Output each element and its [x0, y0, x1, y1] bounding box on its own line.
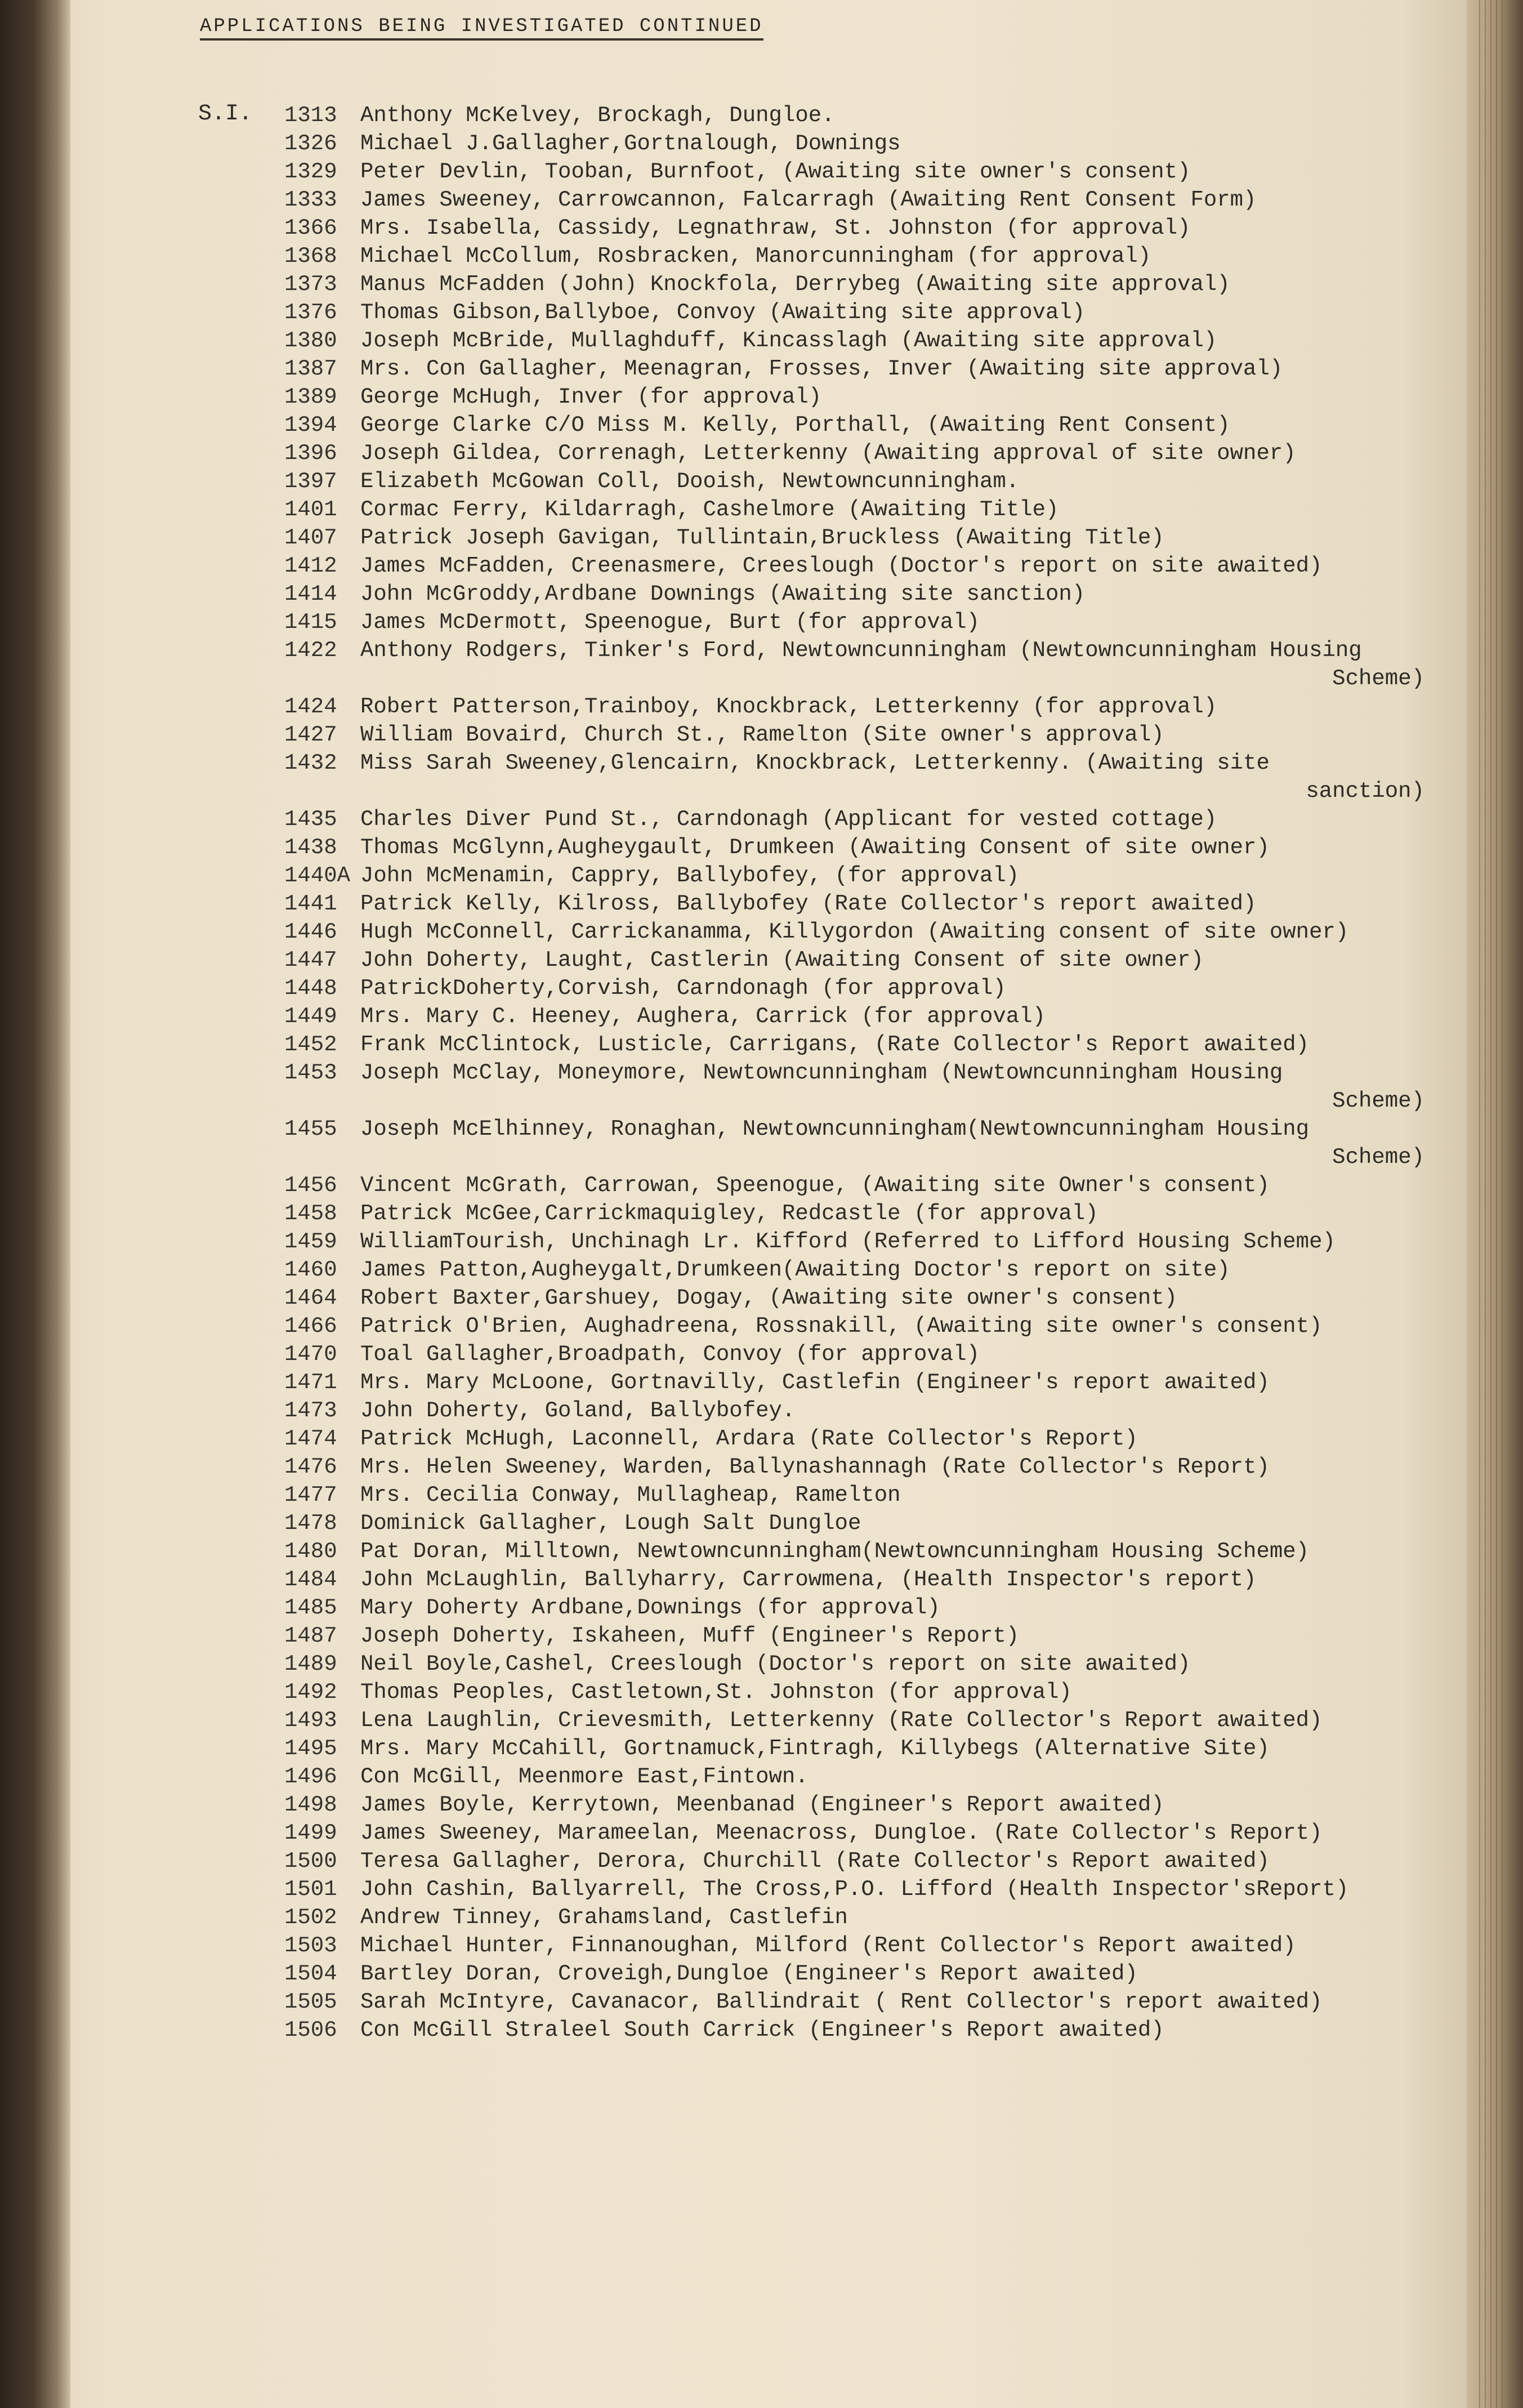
list-item: [284, 1932, 1444, 1960]
application-number: 1415: [284, 610, 337, 635]
application-number: 1333: [284, 188, 337, 212]
application-text: James McDermott, Speenogue, Burt (for approval): [360, 610, 980, 635]
application-number: 1368: [284, 244, 337, 269]
application-details: [360, 1397, 1424, 1425]
application-number: 1441: [284, 891, 337, 916]
application-number: 1458: [284, 1201, 337, 1226]
application-text: Robert Baxter,Garshuey, Dogay, (Awaiting site owner's consent): [360, 1286, 1178, 1310]
application-details: [360, 1425, 1424, 1453]
application-text-continuation: Scheme): [1332, 666, 1424, 691]
list-item: [284, 1791, 1444, 1819]
application-text: Patrick O'Brien, Aughadreena, Rossnakill, (Awaiting site owner's consent): [360, 1314, 1323, 1339]
application-text: Vincent McGrath, Carrowan, Speenogue, (Awaiting site Owner's consent): [360, 1173, 1270, 1198]
application-number: 1455: [284, 1117, 337, 1141]
application-number: 1487: [284, 1624, 337, 1648]
list-item: [284, 1734, 1444, 1763]
application-number: 1456: [284, 1173, 337, 1198]
application-number: 1446: [284, 920, 337, 944]
application-number: 1397: [284, 469, 337, 494]
application-text: Thomas McGlynn,Augheygault, Drumkeen (Awaiting Consent of site owner): [360, 835, 1270, 860]
list-item: [284, 1875, 1444, 1903]
list-item: [284, 1819, 1444, 1847]
application-number: 1329: [284, 159, 337, 184]
list-item: [284, 496, 1444, 524]
application-details: [360, 1678, 1424, 1706]
applications-list: [284, 101, 1444, 2044]
application-details: [360, 862, 1424, 890]
application-number: 1498: [284, 1792, 337, 1817]
list-item: [284, 355, 1444, 383]
application-text: Mrs. Mary C. Heeney, Aughera, Carrick (for approval): [360, 1004, 1046, 1029]
application-number: 1401: [284, 497, 337, 522]
list-item: [284, 1284, 1444, 1312]
application-text: James Boyle, Kerrytown, Meenbanad (Engineer's Report awaited): [360, 1792, 1164, 1817]
application-text: Anthony Rodgers, Tinker's Ford, Newtowncunningham (Newtowncunningham Housing: [360, 638, 1362, 663]
list-item: [284, 1425, 1444, 1453]
application-text: James Sweeney, Carrowcannon, Falcarragh (Awaiting Rent Consent Form): [360, 188, 1257, 212]
application-number: 1380: [284, 328, 337, 353]
application-text: Mrs. Cecilia Conway, Mullagheap, Ramelton: [360, 1483, 901, 1508]
list-item: [284, 608, 1444, 636]
list-item: [284, 1481, 1444, 1509]
application-text: Robert Patterson,Trainboy, Knockbrack, Letterkenny (for approval): [360, 694, 1217, 719]
application-number: 1414: [284, 582, 337, 607]
application-text: Andrew Tinney, Grahamsland, Castlefin: [360, 1905, 848, 1930]
list-item: [284, 158, 1444, 186]
application-number: 1432: [284, 751, 337, 775]
application-text: John Doherty, Laught, Castlerin (Awaiting Consent of site owner): [360, 948, 1204, 973]
application-details: [360, 439, 1424, 467]
application-text: James Sweeney, Marameelan, Meenacross, Dungloe. (Rate Collector's Report): [360, 1821, 1323, 1845]
application-text: Lena Laughlin, Crievesmith, Letterkenny (Rate Collector's Report awaited): [360, 1708, 1323, 1733]
list-item: [284, 1397, 1444, 1425]
list-item: [284, 1537, 1444, 1566]
list-item: [284, 1566, 1444, 1594]
application-text-continuation: Scheme): [1332, 1145, 1424, 1170]
application-number: 1427: [284, 723, 337, 747]
application-text: Michael Hunter, Finnanoughan, Milford (Rent Collector's Report awaited): [360, 1933, 1296, 1958]
application-number: 1326: [284, 131, 337, 156]
list-item: [284, 580, 1444, 608]
application-details: [360, 186, 1424, 214]
application-text: Con McGill, Meenmore East,Fintown.: [360, 1764, 809, 1789]
application-details: [360, 1875, 1424, 1903]
list-item: [284, 1171, 1444, 1199]
application-number: 1496: [284, 1764, 337, 1789]
application-number: 1448: [284, 976, 337, 1001]
list-item: [284, 524, 1444, 552]
application-details: [360, 1791, 1424, 1819]
list-item: [284, 805, 1444, 833]
application-number: 1477: [284, 1483, 337, 1508]
application-number: 1424: [284, 694, 337, 719]
application-details: [360, 890, 1424, 918]
application-details: [360, 1594, 1424, 1622]
application-details: [360, 1988, 1424, 2016]
application-details: [360, 242, 1424, 270]
list-item: [284, 1031, 1444, 1059]
application-text: William Bovaird, Church St., Ramelton (Site owner's approval): [360, 723, 1164, 747]
list-item: [284, 101, 1444, 130]
application-details: [360, 721, 1424, 749]
application-number: 1470: [284, 1342, 337, 1367]
application-number: 1464: [284, 1286, 337, 1310]
list-item: [284, 130, 1444, 158]
application-text: Peter Devlin, Tooban, Burnfoot, (Awaiting site owner's consent): [360, 159, 1191, 184]
application-details: [360, 1368, 1424, 1397]
application-details: [360, 918, 1424, 946]
application-details: [360, 580, 1424, 608]
application-details: [360, 552, 1424, 580]
application-number: 1478: [284, 1511, 337, 1536]
application-details: [360, 1284, 1424, 1312]
list-item: [284, 1368, 1444, 1397]
application-number: 1506: [284, 2018, 337, 2043]
application-text: Manus McFadden (John) Knockfola, Derrybeg (Awaiting site approval): [360, 272, 1230, 297]
application-text: Thomas Peoples, Castletown,St. Johnston (for approval): [360, 1680, 1072, 1705]
list-item: [284, 833, 1444, 862]
application-number: 1396: [284, 441, 337, 466]
application-details: [360, 1453, 1424, 1481]
application-details: [360, 1819, 1424, 1847]
application-details: [360, 1340, 1424, 1368]
application-text: Cormac Ferry, Kildarragh, Cashelmore (Awaiting Title): [360, 497, 1059, 522]
application-text: Mrs. Mary McCahill, Gortnamuck,Fintragh, Killybegs (Alternative Site): [360, 1736, 1270, 1761]
application-text: James Patton,Augheygalt,Drumkeen(Awaiting Doctor's report on site): [360, 1257, 1230, 1282]
application-details: [360, 298, 1424, 327]
application-details: [360, 130, 1424, 158]
application-number: 1501: [284, 1877, 337, 1902]
application-number: 1313: [284, 103, 337, 128]
application-number: 1452: [284, 1032, 337, 1057]
application-details: [360, 974, 1424, 1002]
application-text: Miss Sarah Sweeney,Glencairn, Knockbrack, Letterkenny. (Awaiting site: [360, 751, 1270, 775]
application-details: [360, 1059, 1424, 1115]
application-number: 1473: [284, 1398, 337, 1423]
application-number: 1474: [284, 1426, 337, 1451]
list-item: [284, 298, 1444, 327]
application-details: [360, 1932, 1424, 1960]
reference-prefix: S.I.: [198, 101, 253, 127]
list-item: [284, 1228, 1444, 1256]
list-item: [284, 693, 1444, 721]
application-text: John McGroddy,Ardbane Downings (Awaiting site sanction): [360, 582, 1086, 607]
application-details: [360, 1650, 1424, 1678]
application-number: 1500: [284, 1849, 337, 1874]
list-item: [284, 2016, 1444, 2044]
list-item: [284, 439, 1444, 467]
list-item: [284, 186, 1444, 214]
list-item: [284, 890, 1444, 918]
application-details: [360, 1481, 1424, 1509]
application-number: 1484: [284, 1567, 337, 1592]
list-item: [284, 1650, 1444, 1678]
list-item: [284, 1059, 1444, 1115]
application-text: Charles Diver Pund St., Carndonagh (Applicant for vested cottage): [360, 807, 1217, 832]
application-number: 1447: [284, 948, 337, 973]
list-item: [284, 214, 1444, 242]
list-item: [284, 1847, 1444, 1875]
list-item: [284, 946, 1444, 974]
application-details: [360, 1706, 1424, 1734]
application-text: Mrs. Helen Sweeney, Warden, Ballynashannagh (Rate Collector's Report): [360, 1455, 1270, 1479]
application-number: 1449: [284, 1004, 337, 1029]
application-text: Patrick Kelly, Kilross, Ballybofey (Rate Collector's report awaited): [360, 891, 1257, 916]
application-details: [360, 1960, 1424, 1988]
application-details: [360, 158, 1424, 186]
application-details: [360, 749, 1424, 805]
application-text: Sarah McIntyre, Cavanacor, Ballindrait ( Rent Collector's report awaited): [360, 1990, 1323, 2014]
book-binding-edge: [1467, 0, 1523, 2408]
application-text: Joseph McClay, Moneymore, Newtowncunningham (Newtowncunningham Housing: [360, 1060, 1283, 1085]
list-item: [284, 918, 1444, 946]
list-item: [284, 1453, 1444, 1481]
application-details: [360, 1566, 1424, 1594]
application-number: 1495: [284, 1736, 337, 1761]
list-item: [284, 721, 1444, 749]
list-item: [284, 1256, 1444, 1284]
application-details: [360, 1002, 1424, 1031]
application-text: Elizabeth McGowan Coll, Dooish, Newtowncunningham.: [360, 469, 1020, 494]
list-item: [284, 1340, 1444, 1368]
application-number: 1387: [284, 356, 337, 381]
application-number: 1499: [284, 1821, 337, 1845]
list-item: [284, 1002, 1444, 1031]
list-item: [284, 1763, 1444, 1791]
application-details: [360, 524, 1424, 552]
application-details: [360, 1115, 1424, 1171]
application-text: John McLaughlin, Ballyharry, Carrowmena, (Health Inspector's report): [360, 1567, 1257, 1592]
list-item: [284, 974, 1444, 1002]
application-number: 1460: [284, 1257, 337, 1282]
application-text: Bartley Doran, Croveigh,Dungloe (Engineer's Report awaited): [360, 1961, 1138, 1986]
list-item: [284, 270, 1444, 298]
application-details: [360, 214, 1424, 242]
application-text: Joseph McElhinney, Ronaghan, Newtowncunningham(Newtowncunningham Housing: [360, 1117, 1310, 1141]
application-number: 1471: [284, 1370, 337, 1395]
application-number: 1394: [284, 413, 337, 438]
application-text: Michael McCollum, Rosbracken, Manorcunningham (for approval): [360, 244, 1151, 269]
application-text: Michael J.Gallagher,Gortnalough, Downings: [360, 131, 901, 156]
application-details: [360, 383, 1424, 411]
application-number: 1407: [284, 525, 337, 550]
book-gutter: [0, 0, 70, 2408]
page-heading: APPLICATIONS BEING INVESTIGATED CONTINUED: [200, 16, 763, 41]
list-item: [284, 749, 1444, 805]
application-details: [360, 1847, 1424, 1875]
list-item: [284, 383, 1444, 411]
application-number: 1476: [284, 1455, 337, 1479]
application-details: [360, 1171, 1424, 1199]
application-details: [360, 608, 1424, 636]
application-text: John Doherty, Goland, Ballybofey.: [360, 1398, 796, 1423]
application-number: 1440A: [284, 863, 351, 888]
list-item: [284, 1115, 1444, 1171]
application-number: 1459: [284, 1229, 337, 1254]
application-text: Joseph Gildea, Correnagh, Letterkenny (Awaiting approval of site owner): [360, 441, 1296, 466]
list-item: [284, 1199, 1444, 1228]
application-text: John Cashin, Ballyarrell, The Cross,P.O. Lifford (Health Inspector'sReport): [360, 1877, 1349, 1902]
list-item: [284, 552, 1444, 580]
application-number: 1505: [284, 1990, 337, 2014]
application-details: [360, 467, 1424, 496]
list-item: [284, 327, 1444, 355]
application-details: [360, 1763, 1424, 1791]
application-number: 1466: [284, 1314, 337, 1339]
list-item: [284, 1678, 1444, 1706]
application-details: [360, 1312, 1424, 1340]
application-details: [360, 946, 1424, 974]
application-number: 1373: [284, 272, 337, 297]
application-details: [360, 496, 1424, 524]
application-details: [360, 1199, 1424, 1228]
list-item: [284, 411, 1444, 439]
application-text: Patrick McGee,Carrickmaquigley, Redcastle (for approval): [360, 1201, 1098, 1226]
application-text: Patrick McHugh, Laconnell, Ardara (Rate Collector's Report): [360, 1426, 1138, 1451]
application-details: [360, 1622, 1424, 1650]
application-text: Neil Boyle,Cashel, Creeslough (Doctor's report on site awaited): [360, 1652, 1191, 1676]
application-details: [360, 1734, 1424, 1763]
application-text: Thomas Gibson,Ballyboe, Convoy (Awaiting site approval): [360, 300, 1086, 325]
application-text: George Clarke C/O Miss M. Kelly, Porthall, (Awaiting Rent Consent): [360, 413, 1230, 438]
application-number: 1376: [284, 300, 337, 325]
list-item: [284, 1622, 1444, 1650]
application-text: George McHugh, Inver (for approval): [360, 385, 822, 409]
application-details: [360, 1256, 1424, 1284]
application-text-continuation: sanction): [1306, 779, 1424, 804]
application-details: [360, 327, 1424, 355]
list-item: [284, 1988, 1444, 2016]
application-text: Teresa Gallagher, Derora, Churchill (Rate Collector's Report awaited): [360, 1849, 1270, 1874]
application-text: Pat Doran, Milltown, Newtowncunningham(Newtowncunningham Housing Scheme): [360, 1539, 1310, 1564]
list-item: [284, 1312, 1444, 1340]
application-text: James McFadden, Creenasmere, Creeslough (Doctor's report on site awaited): [360, 554, 1323, 578]
application-number: 1438: [284, 835, 337, 860]
application-text: Frank McClintock, Lusticle, Carrigans, (Rate Collector's Report awaited): [360, 1032, 1310, 1057]
application-text: Dominick Gallagher, Lough Salt Dungloe: [360, 1511, 861, 1536]
application-number: 1485: [284, 1595, 337, 1620]
application-text-continuation: Scheme): [1332, 1089, 1424, 1113]
application-number: 1366: [284, 216, 337, 240]
application-details: [360, 636, 1424, 693]
application-number: 1422: [284, 638, 337, 663]
application-number: 1480: [284, 1539, 337, 1564]
application-text: John McMenamin, Cappry, Ballybofey, (for approval): [360, 863, 1020, 888]
application-details: [360, 2016, 1424, 2044]
application-details: [360, 1509, 1424, 1537]
application-details: [360, 1031, 1424, 1059]
application-number: 1502: [284, 1905, 337, 1930]
application-details: [360, 1537, 1424, 1566]
page-edges: [1479, 0, 1507, 2408]
application-text: Mary Doherty Ardbane,Downings (for approval): [360, 1595, 940, 1620]
application-number: 1412: [284, 554, 337, 578]
application-text: Mrs. Con Gallagher, Meenagran, Frosses, Inver (Awaiting site approval): [360, 356, 1283, 381]
application-text: Mrs. Isabella, Cassidy, Legnathraw, St. Johnston (for approval): [360, 216, 1191, 240]
application-number: 1435: [284, 807, 337, 832]
application-number: 1492: [284, 1680, 337, 1705]
application-details: [360, 355, 1424, 383]
list-item: [284, 1960, 1444, 1988]
application-details: [360, 833, 1424, 862]
application-text: Patrick Joseph Gavigan, Tullintain,Bruckless (Awaiting Title): [360, 525, 1164, 550]
application-number: 1503: [284, 1933, 337, 1958]
application-details: [360, 805, 1424, 833]
list-item: [284, 1509, 1444, 1537]
list-item: [284, 1594, 1444, 1622]
application-text: PatrickDoherty,Corvish, Carndonagh (for approval): [360, 976, 1006, 1001]
list-item: [284, 636, 1444, 693]
application-number: 1389: [284, 385, 337, 409]
application-text: Joseph McBride, Mullaghduff, Kincasslagh (Awaiting site approval): [360, 328, 1217, 353]
application-details: [360, 1228, 1424, 1256]
list-item: [284, 467, 1444, 496]
application-details: [360, 101, 1424, 130]
application-details: [360, 693, 1424, 721]
list-item: [284, 242, 1444, 270]
application-text: Con McGill Straleel South Carrick (Engineer's Report awaited): [360, 2018, 1164, 2043]
list-item: [284, 1706, 1444, 1734]
list-item: [284, 1903, 1444, 1932]
application-details: [360, 411, 1424, 439]
application-text: WilliamTourish, Unchinagh Lr. Kifford (Referred to Lifford Housing Scheme): [360, 1229, 1336, 1254]
application-text: Mrs. Mary McLoone, Gortnavilly, Castlefin (Engineer's report awaited): [360, 1370, 1270, 1395]
application-details: [360, 270, 1424, 298]
application-number: 1504: [284, 1961, 337, 1986]
list-item: [284, 862, 1444, 890]
application-text: Joseph Doherty, Iskaheen, Muff (Engineer's Report): [360, 1624, 1020, 1648]
application-text: Toal Gallagher,Broadpath, Convoy (for approval): [360, 1342, 980, 1367]
application-number: 1453: [284, 1060, 337, 1085]
application-text: Anthony McKelvey, Brockagh, Dungloe.: [360, 103, 835, 128]
application-number: 1493: [284, 1708, 337, 1733]
application-text: Hugh McConnell, Carrickanamma, Killygordon (Awaiting consent of site owner): [360, 920, 1349, 944]
application-details: [360, 1903, 1424, 1932]
application-number: 1489: [284, 1652, 337, 1676]
